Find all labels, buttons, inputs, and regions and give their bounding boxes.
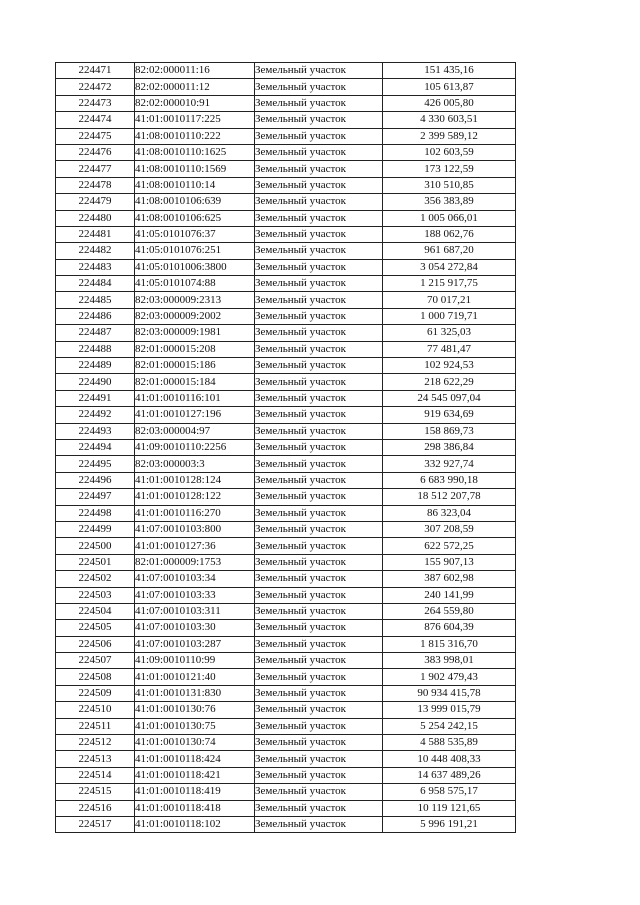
table-row — [56, 161, 516, 177]
cadastral-number-cell: 41:01:0010128:124 — [135, 472, 255, 488]
cadastral-value-cell: 61 325,03 — [383, 325, 516, 341]
cadastral-number-cell: 41:05:0101076:251 — [135, 243, 255, 259]
table-row — [56, 63, 516, 79]
table-row — [56, 489, 516, 505]
cadastral-value-cell: 14 637 489,26 — [383, 767, 516, 783]
cadastral-value-cell: 622 572,25 — [383, 538, 516, 554]
cadastral-value-cell: 102 924,53 — [383, 358, 516, 374]
table-row — [56, 521, 516, 537]
cadastral-number-cell: 41:01:0010130:75 — [135, 718, 255, 734]
row-number-cell: 224471 — [56, 63, 135, 79]
object-type-cell: Земельный участок — [255, 653, 383, 669]
row-number-cell: 224496 — [56, 472, 135, 488]
object-type-cell: Земельный участок — [255, 636, 383, 652]
object-type-cell: Земельный участок — [255, 243, 383, 259]
object-type-cell: Земельный участок — [255, 358, 383, 374]
row-number-cell: 224500 — [56, 538, 135, 554]
cadastral-value-cell: 5 996 191,21 — [383, 816, 516, 832]
cadastral-number-cell: 82:03:000009:1981 — [135, 325, 255, 341]
row-number-cell: 224491 — [56, 390, 135, 406]
cadastral-value-cell: 90 934 415,78 — [383, 685, 516, 701]
cadastral-value-cell: 105 613,87 — [383, 79, 516, 95]
cadastral-number-cell: 41:07:0010103:33 — [135, 587, 255, 603]
row-number-cell: 224498 — [56, 505, 135, 521]
cadastral-number-cell: 41:08:0010110:14 — [135, 177, 255, 193]
cadastral-value-cell: 307 208,59 — [383, 521, 516, 537]
cadastral-value-cell: 6 958 575,17 — [383, 784, 516, 800]
cadastral-value-cell: 158 869,73 — [383, 423, 516, 439]
table-row — [56, 603, 516, 619]
object-type-cell: Земельный участок — [255, 112, 383, 128]
row-number-cell: 224506 — [56, 636, 135, 652]
cadastral-number-cell: 41:05:0101076:37 — [135, 226, 255, 242]
row-number-cell: 224486 — [56, 308, 135, 324]
table-row — [56, 735, 516, 751]
cadastral-value-cell: 151 435,16 — [383, 63, 516, 79]
object-type-cell: Земельный участок — [255, 161, 383, 177]
row-number-cell: 224509 — [56, 685, 135, 701]
cadastral-number-cell: 41:01:0010118:102 — [135, 816, 255, 832]
table-row — [56, 194, 516, 210]
object-type-cell: Земельный участок — [255, 800, 383, 816]
object-type-cell: Земельный участок — [255, 390, 383, 406]
cadastral-value-cell: 2 399 589,12 — [383, 128, 516, 144]
cadastral-value-cell: 10 448 408,33 — [383, 751, 516, 767]
cadastral-value-cell: 4 330 603,51 — [383, 112, 516, 128]
cadastral-value-cell: 5 254 242,15 — [383, 718, 516, 734]
row-number-cell: 224516 — [56, 800, 135, 816]
cadastral-value-cell: 10 119 121,65 — [383, 800, 516, 816]
cadastral-number-cell: 41:08:0010106:639 — [135, 194, 255, 210]
cadastral-number-cell: 41:01:0010118:421 — [135, 767, 255, 783]
cadastral-value-cell: 24 545 097,04 — [383, 390, 516, 406]
row-number-cell: 224485 — [56, 292, 135, 308]
table-row — [56, 243, 516, 259]
cadastral-value-cell: 1 000 719,71 — [383, 308, 516, 324]
row-number-cell: 224497 — [56, 489, 135, 505]
row-number-cell: 224488 — [56, 341, 135, 357]
cadastral-value-cell: 356 383,89 — [383, 194, 516, 210]
cadastral-value-cell: 188 062,76 — [383, 226, 516, 242]
table-row — [56, 554, 516, 570]
cadastral-number-cell: 41:07:0010103:311 — [135, 603, 255, 619]
object-type-cell: Земельный участок — [255, 702, 383, 718]
cadastral-value-cell: 876 604,39 — [383, 620, 516, 636]
row-number-cell: 224479 — [56, 194, 135, 210]
row-number-cell: 224499 — [56, 521, 135, 537]
cadastral-value-cell: 4 588 535,89 — [383, 735, 516, 751]
row-number-cell: 224480 — [56, 210, 135, 226]
cadastral-value-cell: 332 927,74 — [383, 456, 516, 472]
row-number-cell: 224503 — [56, 587, 135, 603]
cadastral-value-cell: 1 902 479,43 — [383, 669, 516, 685]
object-type-cell: Земельный участок — [255, 669, 383, 685]
cadastral-value-cell: 77 481,47 — [383, 341, 516, 357]
object-type-cell: Земельный участок — [255, 341, 383, 357]
row-number-cell: 224477 — [56, 161, 135, 177]
table-row — [56, 456, 516, 472]
table-row — [56, 816, 516, 832]
table-row — [56, 620, 516, 636]
row-number-cell: 224478 — [56, 177, 135, 193]
object-type-cell: Земельный участок — [255, 374, 383, 390]
cadastral-value-cell: 6 683 990,18 — [383, 472, 516, 488]
row-number-cell: 224493 — [56, 423, 135, 439]
cadastral-value-cell: 102 603,59 — [383, 144, 516, 160]
table-row — [56, 341, 516, 357]
object-type-cell: Земельный участок — [255, 816, 383, 832]
cadastral-number-cell: 41:08:0010110:222 — [135, 128, 255, 144]
row-number-cell: 224472 — [56, 79, 135, 95]
cadastral-number-cell: 41:08:0010110:1625 — [135, 144, 255, 160]
cadastral-number-cell: 82:01:000015:208 — [135, 341, 255, 357]
cadastral-number-cell: 41:01:0010131:830 — [135, 685, 255, 701]
cadastral-number-cell: 82:01:000015:184 — [135, 374, 255, 390]
table-row — [56, 292, 516, 308]
table-row — [56, 407, 516, 423]
object-type-cell: Земельный участок — [255, 521, 383, 537]
cadastral-value-cell: 298 386,84 — [383, 439, 516, 455]
row-number-cell: 224517 — [56, 816, 135, 832]
cadastral-number-cell: 41:09:0010110:99 — [135, 653, 255, 669]
cadastral-number-cell: 82:03:000009:2313 — [135, 292, 255, 308]
table-row — [56, 472, 516, 488]
table-row — [56, 685, 516, 701]
row-number-cell: 224511 — [56, 718, 135, 734]
row-number-cell: 224475 — [56, 128, 135, 144]
cadastral-number-cell: 41:08:0010110:1569 — [135, 161, 255, 177]
table-row — [56, 79, 516, 95]
row-number-cell: 224483 — [56, 259, 135, 275]
table-row — [56, 358, 516, 374]
object-type-cell: Земельный участок — [255, 194, 383, 210]
object-type-cell: Земельный участок — [255, 95, 383, 111]
row-number-cell: 224505 — [56, 620, 135, 636]
object-type-cell: Земельный участок — [255, 144, 383, 160]
cadastral-value-cell: 310 510,85 — [383, 177, 516, 193]
table-row — [56, 702, 516, 718]
object-type-cell: Земельный участок — [255, 554, 383, 570]
cadastral-value-cell: 426 005,80 — [383, 95, 516, 111]
cadastral-number-cell: 41:05:0101006:3800 — [135, 259, 255, 275]
object-type-cell: Земельный участок — [255, 603, 383, 619]
object-type-cell: Земельный участок — [255, 292, 383, 308]
object-type-cell: Земельный участок — [255, 767, 383, 783]
object-type-cell: Земельный участок — [255, 407, 383, 423]
object-type-cell: Земельный участок — [255, 505, 383, 521]
cadastral-number-cell: 41:01:0010127:36 — [135, 538, 255, 554]
object-type-cell: Земельный участок — [255, 489, 383, 505]
table-row — [56, 226, 516, 242]
object-type-cell: Земельный участок — [255, 439, 383, 455]
table-row — [56, 800, 516, 816]
table-row — [56, 439, 516, 455]
cadastral-number-cell: 41:07:0010103:287 — [135, 636, 255, 652]
cadastral-number-cell: 41:01:0010130:76 — [135, 702, 255, 718]
row-number-cell: 224513 — [56, 751, 135, 767]
table-row — [56, 751, 516, 767]
cadastral-number-cell: 82:03:000009:2002 — [135, 308, 255, 324]
row-number-cell: 224515 — [56, 784, 135, 800]
cadastral-value-cell: 919 634,69 — [383, 407, 516, 423]
object-type-cell: Земельный участок — [255, 423, 383, 439]
object-type-cell: Земельный участок — [255, 226, 383, 242]
row-number-cell: 224474 — [56, 112, 135, 128]
table-row — [56, 767, 516, 783]
object-type-cell: Земельный участок — [255, 571, 383, 587]
object-type-cell: Земельный участок — [255, 472, 383, 488]
object-type-cell: Земельный участок — [255, 751, 383, 767]
cadastral-number-cell: 41:01:0010116:270 — [135, 505, 255, 521]
cadastral-number-cell: 41:01:0010116:101 — [135, 390, 255, 406]
cadastral-value-cell: 264 559,80 — [383, 603, 516, 619]
object-type-cell: Земельный участок — [255, 538, 383, 554]
row-number-cell: 224476 — [56, 144, 135, 160]
table-row — [56, 784, 516, 800]
row-number-cell: 224514 — [56, 767, 135, 783]
table-row — [56, 128, 516, 144]
object-type-cell: Земельный участок — [255, 210, 383, 226]
cadastral-number-cell: 82:01:000015:186 — [135, 358, 255, 374]
cadastral-value-cell: 383 998,01 — [383, 653, 516, 669]
table-row — [56, 587, 516, 603]
row-number-cell: 224512 — [56, 735, 135, 751]
table-row — [56, 505, 516, 521]
object-type-cell: Земельный участок — [255, 784, 383, 800]
cadastral-value-cell: 1 215 917,75 — [383, 276, 516, 292]
cadastral-value-cell: 387 602,98 — [383, 571, 516, 587]
cadastral-value-cell: 70 017,21 — [383, 292, 516, 308]
row-number-cell: 224487 — [56, 325, 135, 341]
object-type-cell: Земельный участок — [255, 259, 383, 275]
table-row — [56, 210, 516, 226]
cadastral-number-cell: 41:01:0010130:74 — [135, 735, 255, 751]
cadastral-number-cell: 82:03:000004:97 — [135, 423, 255, 439]
table-row — [56, 144, 516, 160]
cadastral-number-cell: 41:01:0010118:419 — [135, 784, 255, 800]
cadastral-number-cell: 41:01:0010127:196 — [135, 407, 255, 423]
row-number-cell: 224484 — [56, 276, 135, 292]
cadastral-value-cell: 1 815 316,70 — [383, 636, 516, 652]
object-type-cell: Земельный участок — [255, 718, 383, 734]
table-row — [56, 669, 516, 685]
cadastral-value-cell: 961 687,20 — [383, 243, 516, 259]
cadastral-value-cell: 13 999 015,79 — [383, 702, 516, 718]
cadastral-value-cell: 218 622,29 — [383, 374, 516, 390]
cadastral-number-cell: 41:08:0010106:625 — [135, 210, 255, 226]
table-row — [56, 177, 516, 193]
table-row — [56, 390, 516, 406]
table-row — [56, 636, 516, 652]
cadastral-number-cell: 41:01:0010117:225 — [135, 112, 255, 128]
row-number-cell: 224502 — [56, 571, 135, 587]
cadastral-value-cell: 155 907,13 — [383, 554, 516, 570]
cadastral-number-cell: 41:01:0010118:424 — [135, 751, 255, 767]
table-row — [56, 308, 516, 324]
object-type-cell: Земельный участок — [255, 308, 383, 324]
table-row — [56, 374, 516, 390]
table-row — [56, 571, 516, 587]
object-type-cell: Земельный участок — [255, 620, 383, 636]
cadastral-number-cell: 41:07:0010103:30 — [135, 620, 255, 636]
table-row — [56, 259, 516, 275]
table-row — [56, 276, 516, 292]
row-number-cell: 224510 — [56, 702, 135, 718]
object-type-cell: Земельный участок — [255, 63, 383, 79]
cadastral-number-cell: 41:05:0101074:88 — [135, 276, 255, 292]
cadastral-value-cell: 173 122,59 — [383, 161, 516, 177]
table-row — [56, 718, 516, 734]
cadastral-number-cell: 41:01:0010121:40 — [135, 669, 255, 685]
table-row — [56, 538, 516, 554]
cadastral-value-cell: 86 323,04 — [383, 505, 516, 521]
cadastral-number-cell: 41:07:0010103:34 — [135, 571, 255, 587]
object-type-cell: Земельный участок — [255, 325, 383, 341]
row-number-cell: 224482 — [56, 243, 135, 259]
cadastral-value-cell: 3 054 272,84 — [383, 259, 516, 275]
table-row — [56, 112, 516, 128]
object-type-cell: Земельный участок — [255, 79, 383, 95]
cadastral-number-cell: 82:02:000010:91 — [135, 95, 255, 111]
row-number-cell: 224473 — [56, 95, 135, 111]
cadastral-number-cell: 41:01:0010118:418 — [135, 800, 255, 816]
cadastral-number-cell: 41:01:0010128:122 — [135, 489, 255, 505]
table-row — [56, 325, 516, 341]
cadastral-number-cell: 82:03:000003:3 — [135, 456, 255, 472]
row-number-cell: 224489 — [56, 358, 135, 374]
object-type-cell: Земельный участок — [255, 685, 383, 701]
cadastral-value-cell: 240 141,99 — [383, 587, 516, 603]
cadastral-number-cell: 82:01:000009:1753 — [135, 554, 255, 570]
cadastral-value-cell: 1 005 066,01 — [383, 210, 516, 226]
object-type-cell: Земельный участок — [255, 735, 383, 751]
cadastral-number-cell: 82:02:000011:12 — [135, 79, 255, 95]
object-type-cell: Земельный участок — [255, 587, 383, 603]
row-number-cell: 224507 — [56, 653, 135, 669]
cadastral-value-table — [55, 62, 516, 833]
cadastral-value-cell: 18 512 207,78 — [383, 489, 516, 505]
object-type-cell: Земельный участок — [255, 177, 383, 193]
row-number-cell: 224508 — [56, 669, 135, 685]
table-row — [56, 653, 516, 669]
row-number-cell: 224490 — [56, 374, 135, 390]
cadastral-number-cell: 41:07:0010103:800 — [135, 521, 255, 537]
object-type-cell: Земельный участок — [255, 456, 383, 472]
table-row — [56, 95, 516, 111]
row-number-cell: 224481 — [56, 226, 135, 242]
table-body — [56, 63, 516, 833]
row-number-cell: 224504 — [56, 603, 135, 619]
cadastral-number-cell: 82:02:000011:16 — [135, 63, 255, 79]
row-number-cell: 224501 — [56, 554, 135, 570]
object-type-cell: Земельный участок — [255, 128, 383, 144]
cadastral-number-cell: 41:09:0010110:2256 — [135, 439, 255, 455]
row-number-cell: 224495 — [56, 456, 135, 472]
row-number-cell: 224492 — [56, 407, 135, 423]
row-number-cell: 224494 — [56, 439, 135, 455]
table-row — [56, 423, 516, 439]
object-type-cell: Земельный участок — [255, 276, 383, 292]
